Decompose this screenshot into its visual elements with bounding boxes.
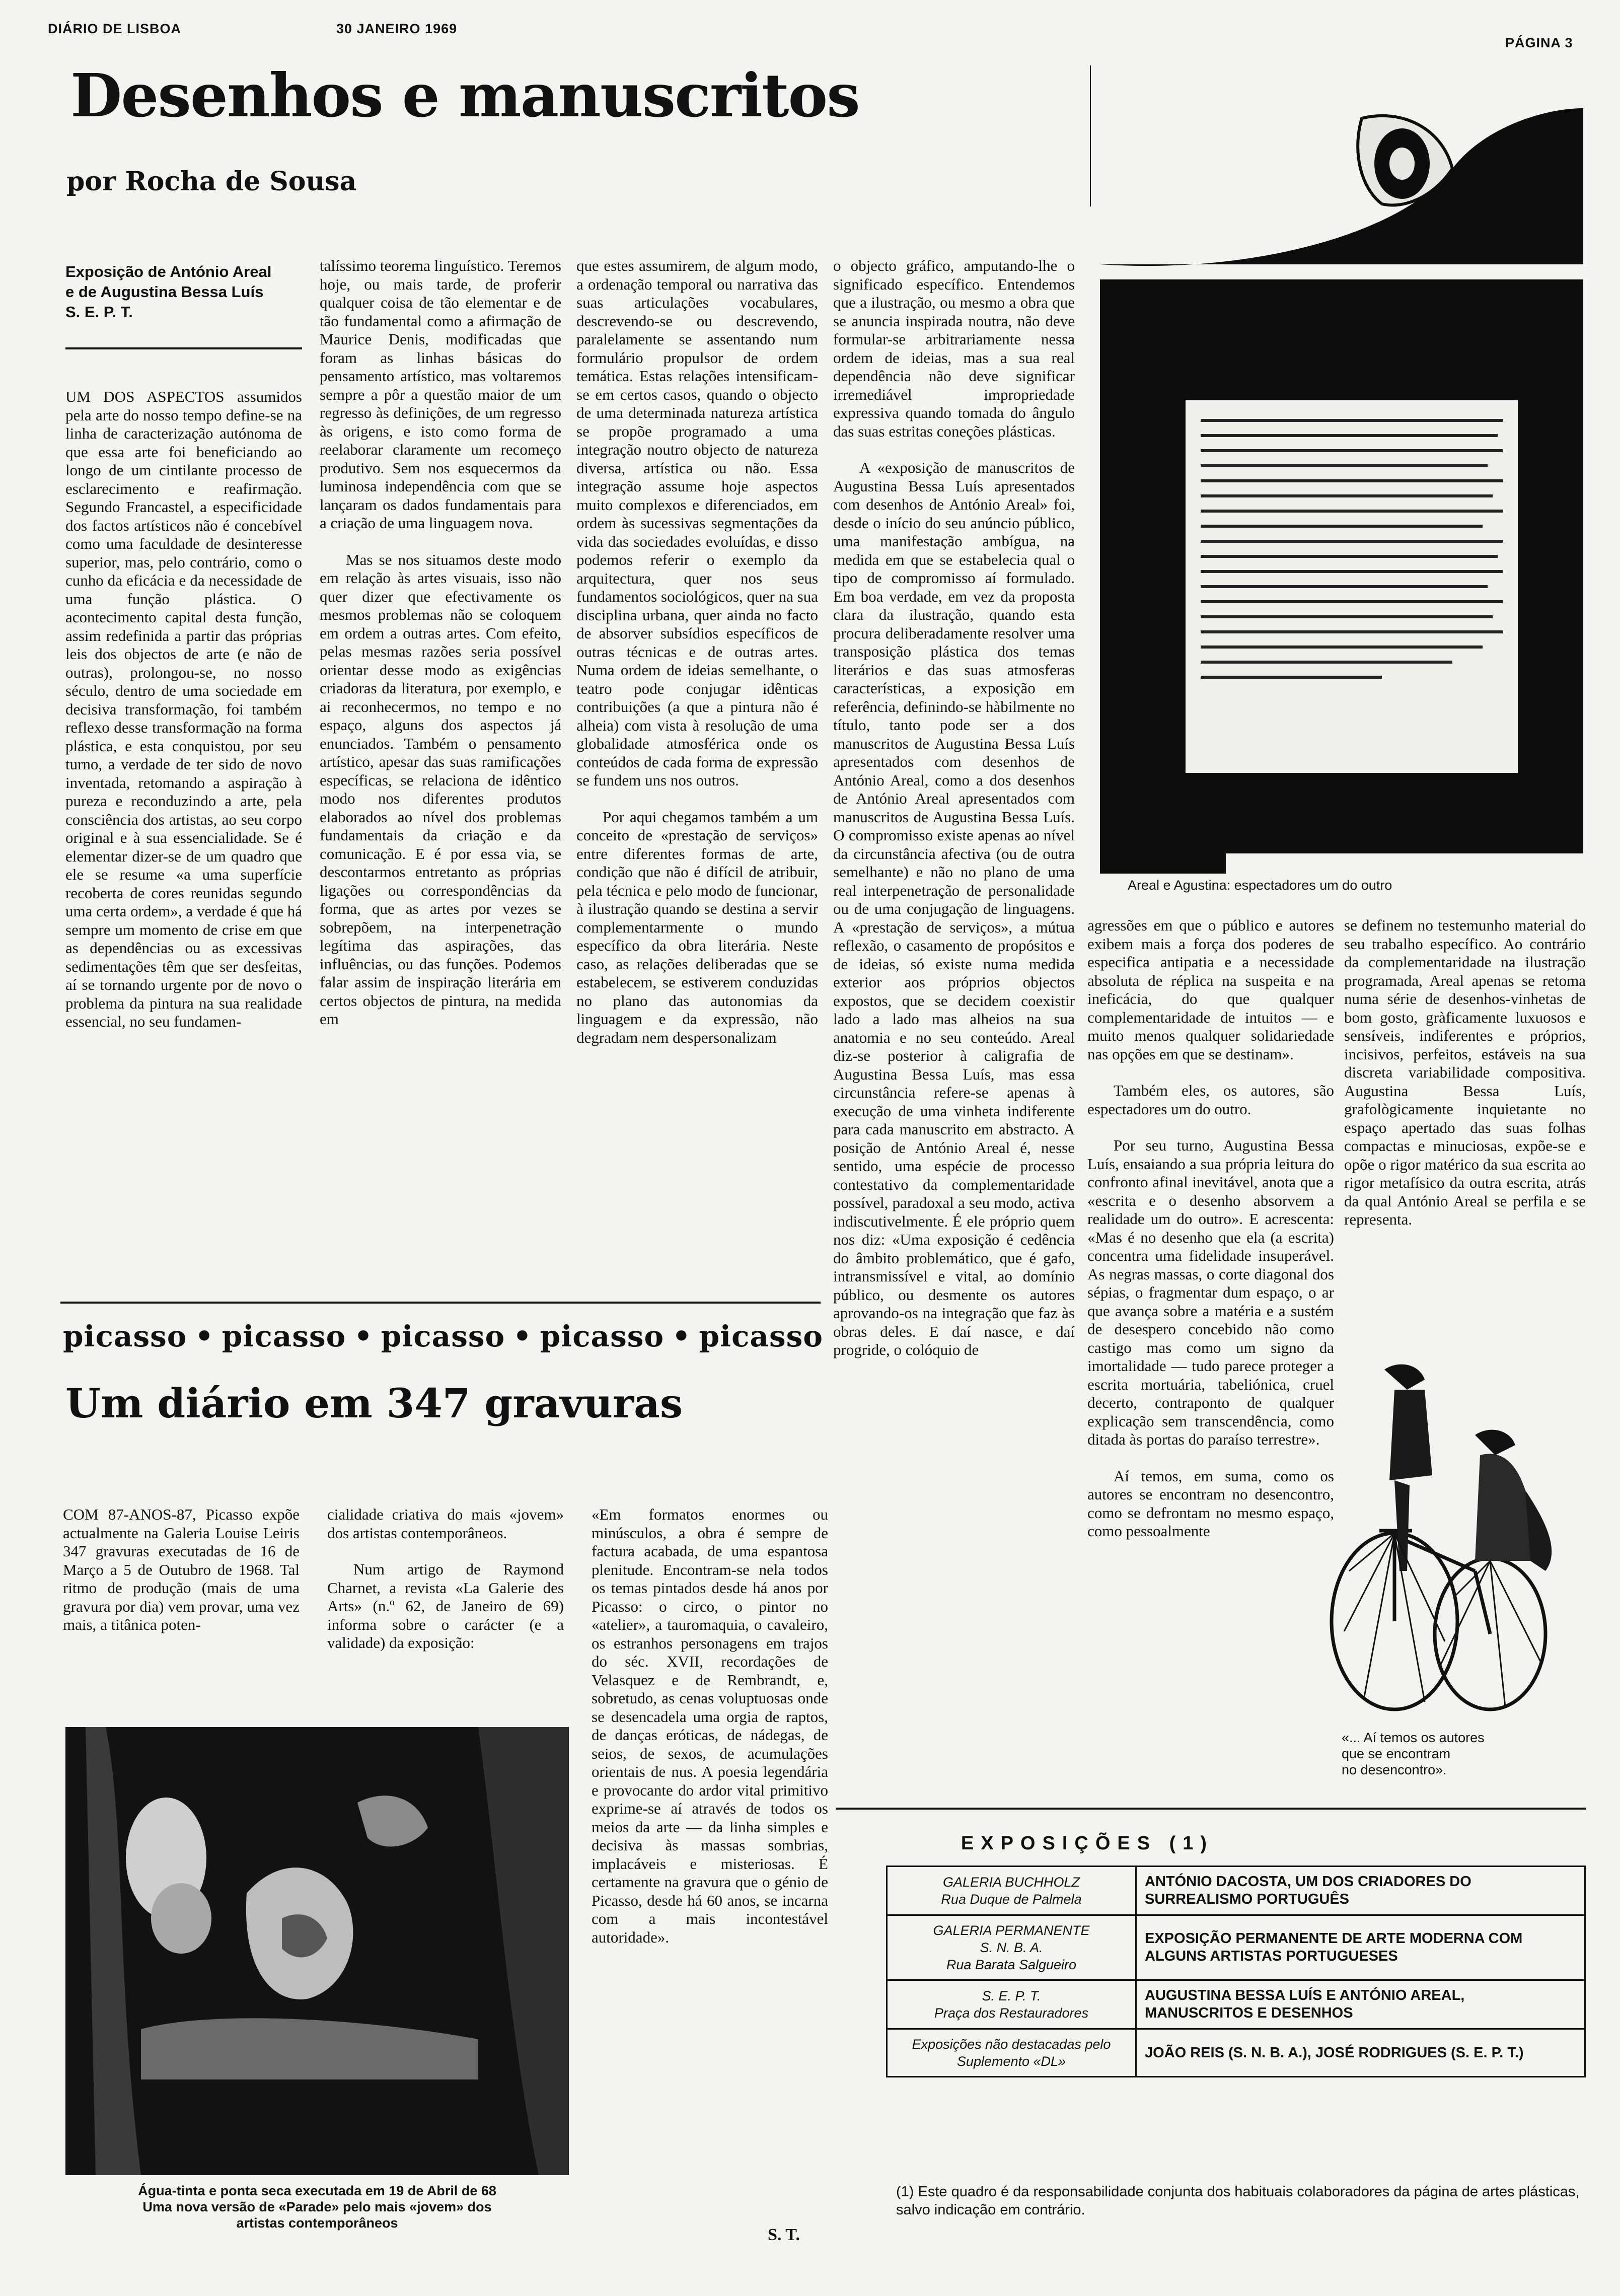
paragraph: que estes assumirem, de algum modo, a ordenação temporal ou narrativa das suas articulações vocabulares, descrevendo-se ou descrevendo, paralelamente se assentando num formulário propulsor de ordem temática. Estas relações intensificam-se em certos casos, quando o objecto de uma determinada natureza artística se propõe programado a uma integração noutro objecto de natureza diversa, artística ou não. Essa integração assume hoje aspectos muito complexos e diferenciados, em ordem às sucessivas segmentações da vida das sociedades evoluídas, e disso podemos referir o exemplo da arquitectura, quer nos seus fundamentos sociológicos, quer na sua disciplina urbana, quer ainda no facto de absorver subsídios específicos de outras técnicas e de outras artes. Numa ordem de ideias semelhante, o teatro pode conjugar idênticas contribuições (a que a pintura não é alheia) com vista à resolução de uma globalidade atmosférica onde os conteúdos de cada forma de expressão se fundem uns nos outros.: [576, 257, 818, 789]
picasso-column-2: [327, 1505, 564, 1717]
band-word: picasso: [381, 1319, 505, 1353]
exhibitions-table-title: EXPOSIÇÕES (1): [961, 1833, 1214, 1854]
caption-line: que se encontram: [1342, 1746, 1451, 1761]
band-word: picasso: [540, 1319, 665, 1353]
venue-cell: [887, 1867, 1136, 1915]
section-divider: [836, 1808, 1586, 1810]
kicker-line: Exposição de António Areal: [65, 263, 272, 280]
table-row: [887, 1980, 1585, 2029]
bullet-icon: •: [195, 1319, 214, 1353]
kicker-line: S. E. P. T.: [65, 303, 133, 321]
paragraph: Por seu turno, Augustina Bessa Luís, ensaiando a sua própria leitura do confronto afinal inevitável, anota que a «escrita e o desenho absorvem a realidade um do outro». E acrescenta: «Mas é no desenho que ela (a escrita) concentra uma fidelidade insuperável. As negras massas, o corte diagonal dos sépias, o fragmentar dum espaço, o ar que avança sobre a matéria e a sustém de desespero concebido não como castigo mas como um signo da imortalidade — tudo parece proteger a escrita mortuária, tabeliónica, cruel decerto, contraponto de qualquer explicação sem transcendência, como ditada às portas do paraíso terrestre».: [1087, 1136, 1334, 1448]
picasso-column-3: [592, 1505, 828, 2210]
bullet-icon: •: [354, 1319, 374, 1353]
paragraph: COM 87-ANOS-87, Picasso expõe actualmente na Galeria Louise Leiris 347 gravuras executadas de 16 de Março a 5 de Outubro de 1968. Tal ritmo de produção (mais de uma gravura por dia) vem provar, uma vez mais, a titânica poten-: [63, 1505, 300, 1633]
caption-line: no desencontro».: [1342, 1762, 1447, 1777]
venue-name: GALERIA PERMANENTE: [933, 1923, 1090, 1938]
section-divider: [60, 1302, 821, 1304]
paragraph: Por aqui chegamos também a um conceito de «prestação de serviços» entre diferentes formas de arte, condição que não é difícil de atribuir, pela técnica e pelo modo de funcionar, à ilustração quando se destina a servir complementarmente o mundo específico da obra literária. Neste caso, as relações deliberadas que se estabelecem, se estiverem conduzidas no plano das autonomias da linguagem e da expressão, não degradam nem despersonalizam: [576, 808, 818, 1046]
show-cell: EXPOSIÇÃO PERMANENTE DE ARTE MODERNA COM ALGUNS ARTISTAS PORTUGUESES: [1136, 1915, 1585, 1980]
article-column-6: [1344, 916, 1586, 1359]
venue-cell: [887, 2029, 1136, 2077]
band-word: picasso: [699, 1319, 823, 1353]
venue-name: S. E. P. T.: [982, 1988, 1041, 2003]
table-row: [887, 1867, 1585, 1915]
venue-name: GALERIA BUCHHOLZ: [942, 1875, 1080, 1890]
paragraph: Aí temos, em suma, como os autores se encontram no desencontro, como se defrontam no mesmo espaço, como pessoalmente: [1087, 1467, 1334, 1540]
bullet-icon: •: [672, 1319, 691, 1353]
column-rule: [1090, 65, 1091, 206]
article-title: Desenhos e manuscritos: [70, 60, 859, 130]
caption-line: Água-tinta e ponta seca executada em 19 de Abril de 68: [138, 2183, 496, 2198]
exhibitions-table: [886, 1866, 1586, 2077]
show-cell: JOÃO REIS (S. N. B. A.), JOSÉ RODRIGUES (S. E. P. T.): [1136, 2029, 1585, 2077]
page-number: PÁGINA 3: [1505, 35, 1573, 50]
show-cell: ANTÓNIO DACOSTA, UM DOS CRIADORES DO SURREALISMO PORTUGUÊS: [1136, 1867, 1585, 1915]
table-row: [887, 2029, 1585, 2077]
newspaper-name: DIÁRIO DE LISBOA: [48, 21, 182, 36]
bicycle-caption: [1342, 1730, 1583, 1778]
paragraph: A «exposição de manuscritos de Augustina Bessa Luís apresentados com desenhos de António Areal» foi, desde o início do seu anúncio público, uma manifestação ambígua, na medida em que se estabelecia qual o tipo de compromisso aí formulado. Em boa verdade, em vez da proposta clara da ilustração, quando esta procura deliberadamente resolver uma transposição plástica dos temas literários e das suas atmosferas características, a exposição em referência, definindo-se hàbilmente no título, tanto pode ser a dos manuscritos de Augustina Bessa Luís apresentados com desenhos de António Areal, como a dos desenhos de António Areal apresentados com manuscritos de Augustina Bessa Luís. O compromisso existe apenas ao nível da circunstância afectiva (ou de outra semelhante) e não no plano de uma real interpenetração de personalidade ou de uma conjugação de linguagens. A «prestação de serviços», a mútua reflexão, o casamento de propósitos e de ideias, só existe numa medida exterior aos próprios objectos expostos, que se decidem coexistir lado a lado mas alheios na sua anatomia e no seu conteúdo. Areal diz-se posterior à caligrafia de Augustina Bessa Luís, mas essa circunstância refere-se apenas à execução de uma vinheta indiferente para cada manuscrito em abstracto. A posição de António Areal é, nesse sentido, uma espécie de processo contestativo da complementaridade possível, paradoxal a seu modo, activa indiscutivelmente. É ele próprio quem nos diz: «Uma exposição é cedência do âmbito problemático, que é gafo, intransmissível e vital, ao domínio público, ou desmente os autores aprovando-os na integração que faz às obras deles. E daí nasce, e daí progride, o colóquio de: [833, 459, 1075, 1358]
paragraph: o objecto gráfico, amputando-lhe o significado específico. Entendemos que a ilustração, ou mesmo a obra que se anuncia inspirada noutra, não deve formular-se arbitrariamente nessa ordem de ideias, mas a sua real dependência não deve significar irremediável impropriedade expressiva quando tomada do ângulo das suas estritas coneções plásticas.: [833, 257, 1075, 440]
paragraph: «Em formatos enormes ou minúsculos, a obra é sempre de factura acabada, de uma espantosa plenitude. Encontram-se nela todos os temas pintados desde há anos por Picasso: o circo, o pintor no «atelier», a tauromaquia, o cavaleiro, os estranhos personagens em trajos do séc. XVII, recordações de Velasquez e de Rembrandt, e, sobretudo, as cenas voluptuosas onde se desencadela uma orgia de raptos, de danças eróticas, de nádegas, de seios, de sexos, de acumulações orientais de nus. A poesia legendária e provocante do ardor vital primitivo exprime-se aí através de todos os meios da arte — da linha simples e decisiva às massas sombrias, implacáveis e misteriosas. É certamente na gravura que o génio de Picasso, desde há 60 anos, se incarna com a mais incontestável autoridade».: [592, 1505, 828, 1946]
issue-date: 30 JANEIRO 1969: [336, 21, 458, 36]
table-row: [887, 1915, 1585, 1980]
kicker-line: e de Augustina Bessa Luís: [65, 283, 264, 301]
venue-cell: [887, 1980, 1136, 2029]
picasso-header-band: [63, 1319, 823, 1353]
caption-line: artistas contemporâneos: [236, 2215, 398, 2231]
paragraph: Num artigo de Raymond Charnet, a revista «La Galerie des Arts» (n.º 62, de Janeiro de 69) informa sobre o carácter (e a validade) da exposição:: [327, 1560, 564, 1652]
venue-note: Exposições não destacadas pelo Suplemento «DL»: [912, 2037, 1111, 2069]
picasso-article-title: Um diário em 347 gravuras: [65, 1380, 683, 1427]
bullet-icon: •: [512, 1319, 532, 1353]
paragraph: se definem no testemunho material do seu trabalho específico. Ao contrário da complementaridade na ilustração programada, Areal apenas se retoma numa série de desenhos-vinhetas de bom gosto, gràficamente luxuosos e sensíveis, indiferentes e próprios, incisivos, perfeitos, estáveis na sua discreta variabilidade compositiva. Augustina Bessa Luís, grafològicamente inquietante no espaço apertado das suas folhas compactas e minuciosas, expõe-se e opõe o rigor matérico da sua escrita ao rigor metafísico da outra escrita, atrás da qual António Areal se perfila e se representa.: [1344, 916, 1586, 1228]
areal-drawing-illustration: [1100, 108, 1583, 874]
paragraph: agressões em que o público e autores exibem mais a força dos poderes de especifica antipatia e a necessidade absoluta de réplica na suspeita e na ineficácia, do que qualquer complementaridade de intuitos — e muito menos qualquer solidariedade nas opções em que se destinam».: [1087, 916, 1334, 1063]
article-byline: por Rocha de Sousa: [66, 166, 357, 197]
article-column-2: [320, 257, 561, 1274]
kicker-rule: [65, 347, 302, 349]
paragraph: cialidade criativa do mais «jovem» dos artistas contemporâneos.: [327, 1505, 564, 1542]
venue-address: Praça dos Restauradores: [934, 2005, 1089, 2021]
venue-address: Rua Barata Salgueiro: [946, 1957, 1077, 1972]
article-column-1: [65, 388, 302, 1274]
venue-address: Rua Duque de Palmela: [941, 1892, 1082, 1907]
illustration-caption: Areal e Agustina: espectadores um do outro: [1128, 878, 1392, 893]
band-word: picasso: [63, 1319, 187, 1353]
article-column-3: [576, 257, 818, 1274]
venue-cell: [887, 1915, 1136, 1980]
picasso-engraving-image: [65, 1727, 569, 2175]
bicycle-drawing-illustration: [1324, 1359, 1586, 1722]
engraving-caption: [65, 2183, 569, 2231]
band-word: picasso: [222, 1319, 346, 1353]
paragraph: talíssimo teorema linguístico. Teremos hoje, ou mais tarde, de proferir qualquer coisa de tão elementar e de tão fundamental como a afirmação de Maurice Denis, modificadas que foram as linhas básicas do pensamento artístico, mas voltaremos sempre a pôr a questão maior de um regresso às definições, de um regresso às origens, e isto como forma de reelaborar claramente um recomeço produtivo. Sem nos esquecermos da luminosa independência com que se lançaram os dados fundamentais para a criação de uma linguagem nova.: [320, 257, 561, 532]
show-cell: AUGUSTINA BESSA LUÍS E ANTÓNIO AREAL, MANUSCRITOS E DESENHOS: [1136, 1980, 1585, 2029]
exhibitions-footnote: (1) Este quadro é da responsabilidade conjunta dos habituais colaboradores da página de artes plásticas, salvo indicação em contrário.: [896, 2184, 1580, 2218]
paragraph: Também eles, os autores, são espectadores um do outro.: [1087, 1082, 1334, 1118]
caption-line: Uma nova versão de «Parade» pelo mais «jovem» dos: [142, 2199, 492, 2214]
caption-line: «... Aí temos os autores: [1342, 1730, 1485, 1745]
picasso-column-1: [63, 1505, 300, 1717]
venue-subname: S. N. B. A.: [980, 1940, 1043, 1955]
exhibition-kicker: [65, 262, 302, 322]
article-column-4: [833, 257, 1075, 1858]
article-signature: S. T.: [768, 2226, 800, 2244]
article-column-5: [1087, 916, 1334, 1858]
paragraph: Mas se nos situamos deste modo em relação às artes visuais, isso não quer dizer que efectivamente os mesmos problemas não se coloquem em ordem a outras artes. Com efeito, pelas mesmas razões seria possível orientar desse modo as exigências criadoras da literatura, por exemplo, e ai reconhecermos, no tempo e no espaço, alguns dos aspectos já enunciados. Também o pensamento artístico, apesar das suas ramificações específicas, se relaciona de idêntico modo nos diferentes produtos elaborados ao nível dos problemas fundamentais da criação e da comunicação. E é por essa via, se descontarmos entretanto as próprias ligações ou correspondências da forma, que as artes por vezes se sobrepõem, na interpenetração legítima das aspirações, das influências, ou das funções. Podemos falar assim de inspiração literária em certos objectos de pintura, na medida em: [320, 550, 561, 1028]
paragraph: UM DOS ASPECTOS assumidos pela arte do nosso tempo define-se na linha de caracterização autónoma de que essa arte foi beneficiando ao longo de um cintilante processo de esclarecimento e reafirmação. Segundo Francastel, a especificidade dos factos artísticos não é concebível como uma faculdade de desinteresse superior, mas, pelo contrário, como o cunho da eficácia e da necessidade de uma função plástica. O acontecimento capital desta função, assim redefinida a partir das próprias leis dos objectos de arte (e não de outras), prolongou-se, no nosso século, dentro de uma sociedade em decisiva transformação, foi também reflexo desse transformação na forma plástica, e esta conquistou, por seu turno, a verdade de ter sido de novo inventada, retomando a aspiração à pureza e reconduzindo a arte, pela consciência dos artistas, ao seu corpo original e à sua essencialidade. Se é elementar dizer-se de um quadro que ele se resume «a uma superfície recoberta de cores reunidas segundo uma certa ordem», a verdade é que há sempre um momento de crise em que as dependências ou as excessivas sedimentações têm que ser desfeitas, aí se tornando urgente por de novo o problema da pintura na sua realidade essencial, no seu fundamen-: [65, 388, 302, 1030]
